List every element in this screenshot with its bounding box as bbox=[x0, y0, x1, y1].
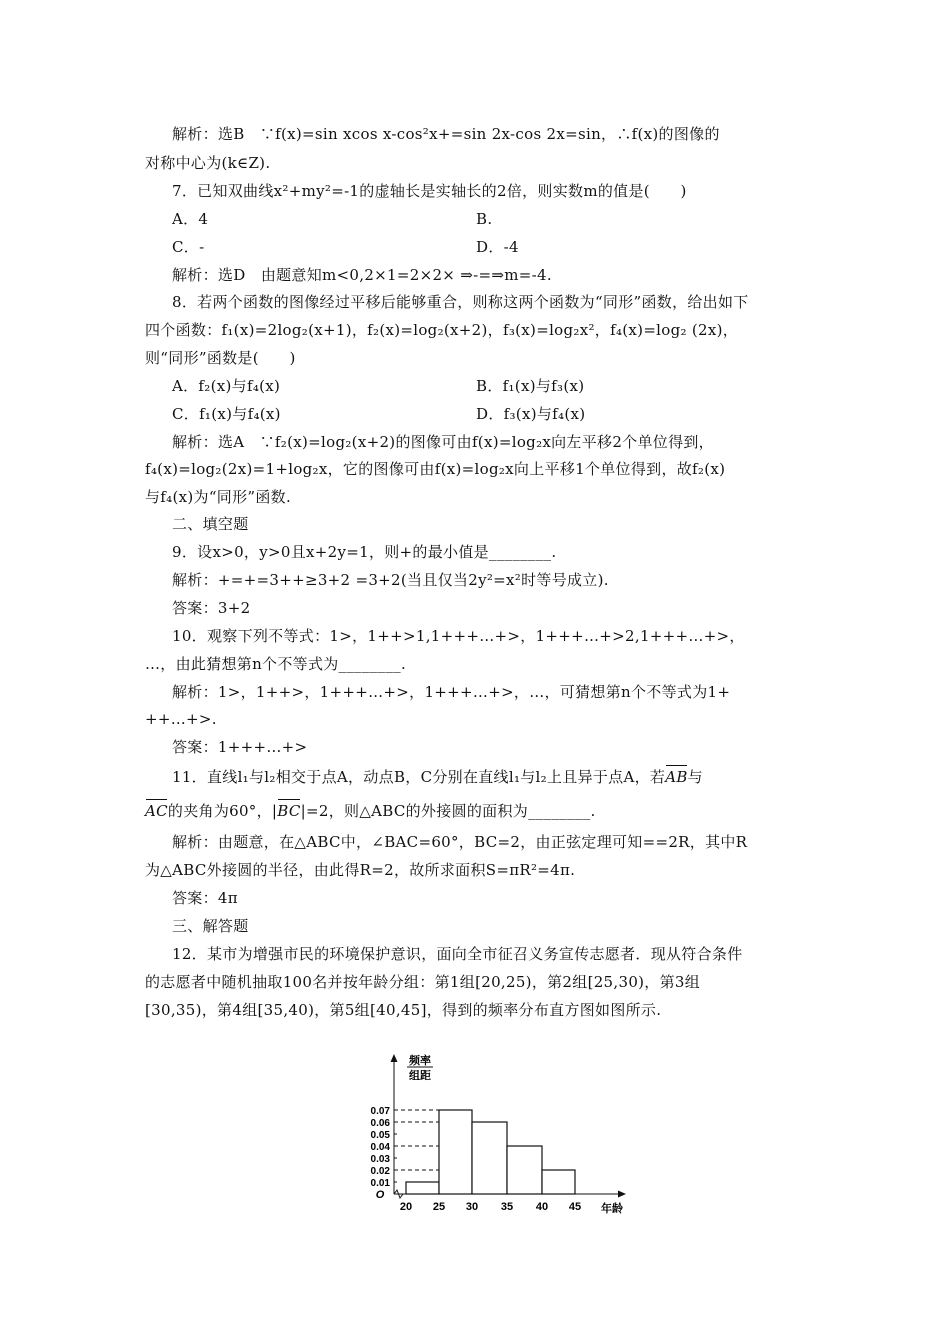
option-8c: C．f₁(x)与f₄(x) bbox=[172, 405, 281, 423]
question-12-line-3: [30,35)，第4组[35,40)，第5组[40,45]，得到的频率分布直方图如图所示. bbox=[145, 1001, 662, 1019]
answer-10: 答案：1+++…+> bbox=[172, 738, 308, 756]
answer-11: 答案：4π bbox=[172, 889, 238, 907]
answer-9: 答案：3+2 bbox=[172, 599, 251, 617]
x-axis-label: 年龄 bbox=[601, 1203, 623, 1215]
solution-9: 解析：+=+=3++≥3+2 =3+2(当且仅当2y²=x²时等号成立). bbox=[172, 571, 609, 589]
x-axis-arrow bbox=[618, 1191, 626, 1198]
histogram-bar bbox=[507, 1146, 542, 1194]
y-label-numerator: 频率 bbox=[409, 1055, 431, 1067]
x-tick-label: 25 bbox=[432, 1201, 446, 1213]
y-label-denominator: 组距 bbox=[409, 1070, 431, 1082]
option-7a: A．4 bbox=[172, 210, 209, 228]
question-11-text-tail: |=2，则△ABC的外接圆的面积为________. bbox=[300, 802, 596, 820]
question-11-line-1 bbox=[172, 767, 703, 787]
solution-11-line-2: 为△ABC外接圆的半径，由此得R=2，故所求面积S=πR²=4π. bbox=[145, 861, 576, 879]
x-tick-label: 40 bbox=[535, 1201, 549, 1213]
question-8-line-3: 则“同形”函数是( ) bbox=[145, 349, 296, 367]
solution-8-line-3: 与f₄(x)为“同形”函数. bbox=[145, 488, 292, 506]
y-tick-label: 0.04 bbox=[370, 1142, 390, 1153]
y-tick-label: 0.03 bbox=[370, 1154, 390, 1165]
option-8b: B．f₁(x)与f₃(x) bbox=[476, 377, 585, 395]
option-7d: D．-4 bbox=[476, 238, 519, 256]
question-9: 9．设x>0，y>0且x+2y=1，则+的最小值是________. bbox=[172, 543, 557, 561]
solution-6-line-2: 对称中心为(k∈Z). bbox=[145, 154, 271, 172]
section-heading-solutions: 三、解答题 bbox=[172, 917, 249, 935]
solution-6-line-1: 解析：选B ∵f(x)=sin xcos x-cos²x+=sin 2x-cos 2x=sin，∴f(x)的图像的 bbox=[172, 125, 720, 143]
origin-label: O bbox=[375, 1189, 385, 1201]
solution-11-line-1: 解析：由题意，在△ABC中，∠BAC=60°，BC=2，由正弦定理可知==2R，其中R bbox=[172, 833, 748, 851]
y-tick-label: 0.01 bbox=[370, 1178, 390, 1189]
x-tick-label: 20 bbox=[399, 1201, 413, 1213]
frequency-histogram bbox=[350, 1050, 640, 1225]
question-12-line-1: 12．某市为增强市民的环境保护意识，面向全市征召义务宣传志愿者．现从符合条件 bbox=[172, 945, 743, 963]
solution-7: 解析：选D 由题意知m<0,2×1=2×2× ⇒-=⇒m=-4. bbox=[172, 266, 552, 284]
question-8-line-1: 8．若两个函数的图像经过平移后能够重合，则称这两个函数为“同形”函数，给出如下 bbox=[172, 293, 749, 311]
y-axis-arrow bbox=[391, 1054, 398, 1062]
question-11-line-2 bbox=[145, 801, 596, 821]
histogram-bar bbox=[406, 1182, 439, 1194]
y-tick-label: 0.07 bbox=[370, 1106, 390, 1117]
vector-ab: AB bbox=[665, 768, 688, 786]
question-8-line-2: 四个函数：f₁(x)=2log₂(x+1)，f₂(x)=log₂(x+2)，f₃(x)=log₂x²，f₄(x)=log₂ (2x)， bbox=[145, 321, 739, 339]
option-7c: C．- bbox=[172, 238, 205, 256]
x-tick-label: 35 bbox=[500, 1201, 514, 1213]
histogram-bar bbox=[542, 1170, 575, 1194]
question-11-text: 11．直线l₁与l₂相交于点A，动点B，C分别在直线l₁与l₂上且异于点A，若 bbox=[172, 768, 666, 786]
y-tick-label: 0.02 bbox=[370, 1166, 390, 1177]
section-heading-fill-in: 二、填空题 bbox=[172, 515, 249, 533]
x-tick-label: 30 bbox=[465, 1201, 479, 1213]
histogram-bar bbox=[439, 1110, 472, 1194]
x-tick-label: 45 bbox=[568, 1201, 582, 1213]
question-7: 7．已知双曲线x²+my²=-1的虚轴长是实轴长的2倍，则实数m的值是( ) bbox=[172, 182, 687, 200]
question-12-line-2: 的志愿者中随机抽取100名并按年龄分组：第1组[20,25)，第2组[25,30)，第3组 bbox=[145, 973, 701, 991]
question-11-text-end: 与 bbox=[687, 768, 703, 786]
option-7b: B. bbox=[476, 210, 493, 228]
vector-ac: AC bbox=[145, 802, 168, 820]
histogram-bar bbox=[472, 1122, 507, 1194]
option-8d: D．f₃(x)与f₄(x) bbox=[476, 405, 586, 423]
vector-bc: BC bbox=[277, 802, 301, 820]
y-tick-label: 0.06 bbox=[370, 1118, 390, 1129]
option-8a: A．f₂(x)与f₄(x) bbox=[172, 377, 281, 395]
question-11-text-mid: 的夹角为60°，| bbox=[167, 802, 278, 820]
solution-8-line-2: f₄(x)=log₂(2x)=1+log₂x，它的图像可由f(x)=log₂x向上平移1个单位得到，故f₂(x) bbox=[145, 460, 726, 478]
solution-8-line-1: 解析：选A ∵f₂(x)=log₂(x+2)的图像可由f(x)=log₂x向左平移2个单位得到， bbox=[172, 433, 714, 451]
solution-10-line-1: 解析：1>，1++>，1+++…+>，1+++…+>，…，可猜想第n个不等式为1+ bbox=[172, 683, 731, 701]
y-tick-label: 0.05 bbox=[370, 1130, 390, 1141]
question-10-line-2: …，由此猜想第n个不等式为________. bbox=[145, 655, 407, 673]
question-10-line-1: 10．观察下列不等式：1>，1++>1,1+++…+>，1+++…+>2,1+++…+>， bbox=[172, 627, 745, 645]
solution-10-line-2: ++…+>. bbox=[145, 710, 217, 728]
